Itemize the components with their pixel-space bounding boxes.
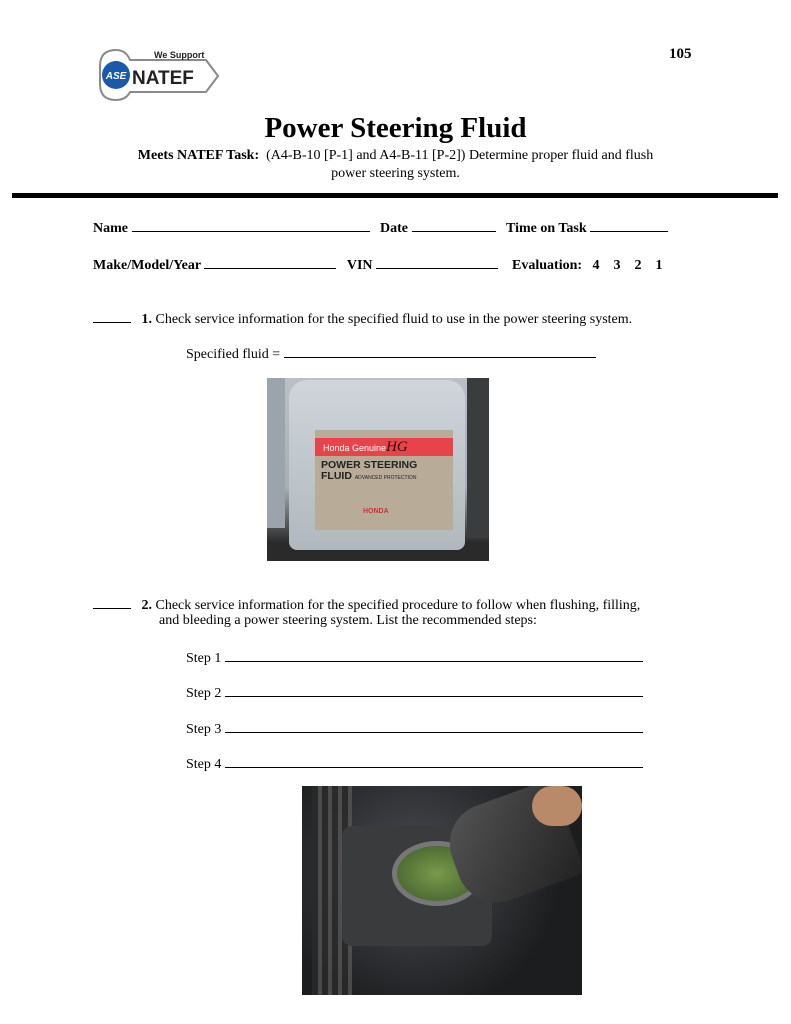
task-label: Meets NATEF Task:: [137, 148, 260, 163]
name-field[interactable]: [132, 219, 370, 232]
item-1-check-field[interactable]: [93, 310, 131, 323]
vehicle-row: [93, 256, 663, 274]
specified-fluid-row: [186, 345, 596, 363]
step-2-label: Step 2: [186, 686, 222, 701]
time-on-task-label: Time on Task: [506, 221, 587, 236]
step-3-row: [186, 720, 643, 738]
name-row: [93, 219, 668, 237]
task-description: (A4-B-10 [P-1] and A4-B-11 [P-2]) Determine proper fluid and flush: [266, 148, 654, 163]
vin-label: VIN: [346, 258, 373, 273]
step-4-field[interactable]: [225, 755, 643, 768]
header-divider: [12, 193, 778, 198]
label-hg: HG: [386, 439, 408, 455]
item-2-check-field[interactable]: [93, 596, 131, 609]
date-field[interactable]: [412, 219, 496, 232]
label-maker: HONDA: [363, 508, 389, 515]
label-product-line-2: FLUID: [321, 470, 352, 482]
make-model-year-label: Make/Model/Year: [93, 258, 201, 273]
label-product-line-1: POWER STEERING: [321, 459, 418, 471]
item-1-text: Check service information for the specified fluid to use in the power steering system.: [155, 312, 633, 327]
step-1-field[interactable]: [225, 649, 643, 662]
label-brand: Honda Genuine: [323, 443, 387, 453]
score-3[interactable]: 3: [613, 258, 621, 273]
item-2-text-line-1: Check service information for the specified procedure to follow when flushing, filling,: [155, 598, 641, 613]
step-3-label: Step 3: [186, 722, 222, 737]
page-number: 105: [669, 46, 692, 62]
step-4-label: Step 4: [186, 757, 222, 772]
date-label: Date: [380, 221, 408, 236]
svg-text:ASE: ASE: [105, 71, 127, 82]
natef-logo: [96, 44, 220, 104]
label-subtitle: ADVANCED PROTECTION: [354, 475, 417, 481]
svg-text:NATEF: NATEF: [132, 68, 194, 89]
pouring-fluid-photo: [302, 786, 582, 995]
item-2: [93, 596, 640, 614]
step-2-row: [186, 684, 643, 702]
item-1-number: 1.: [141, 312, 152, 327]
task-line-1: [0, 148, 791, 164]
name-label: Name: [93, 221, 128, 236]
svg-text:We Support: We Support: [154, 50, 205, 60]
score-4[interactable]: 4: [592, 258, 600, 273]
item-2-number: 2.: [141, 598, 152, 613]
specified-fluid-label: Specified fluid =: [186, 347, 281, 362]
step-1-row: [186, 649, 643, 667]
step-4-row: [186, 755, 643, 773]
task-line-2: power steering system.: [331, 166, 460, 181]
item-2-text-line-2: and bleeding a power steering system. List the recommended steps:: [159, 613, 537, 628]
score-2[interactable]: 2: [634, 258, 642, 273]
score-1[interactable]: 1: [655, 258, 663, 273]
make-model-year-field[interactable]: [204, 256, 336, 269]
power-steering-fluid-bottle-photo: [267, 378, 489, 561]
evaluation-label: Evaluation:: [512, 258, 583, 273]
step-2-field[interactable]: [225, 684, 643, 697]
specified-fluid-field[interactable]: [284, 345, 596, 358]
page-title: Power Steering Fluid: [264, 112, 527, 144]
step-3-field[interactable]: [225, 720, 643, 733]
vin-field[interactable]: [376, 256, 498, 269]
time-on-task-field[interactable]: [590, 219, 668, 232]
step-1-label: Step 1: [186, 651, 222, 666]
item-1: [93, 310, 632, 328]
